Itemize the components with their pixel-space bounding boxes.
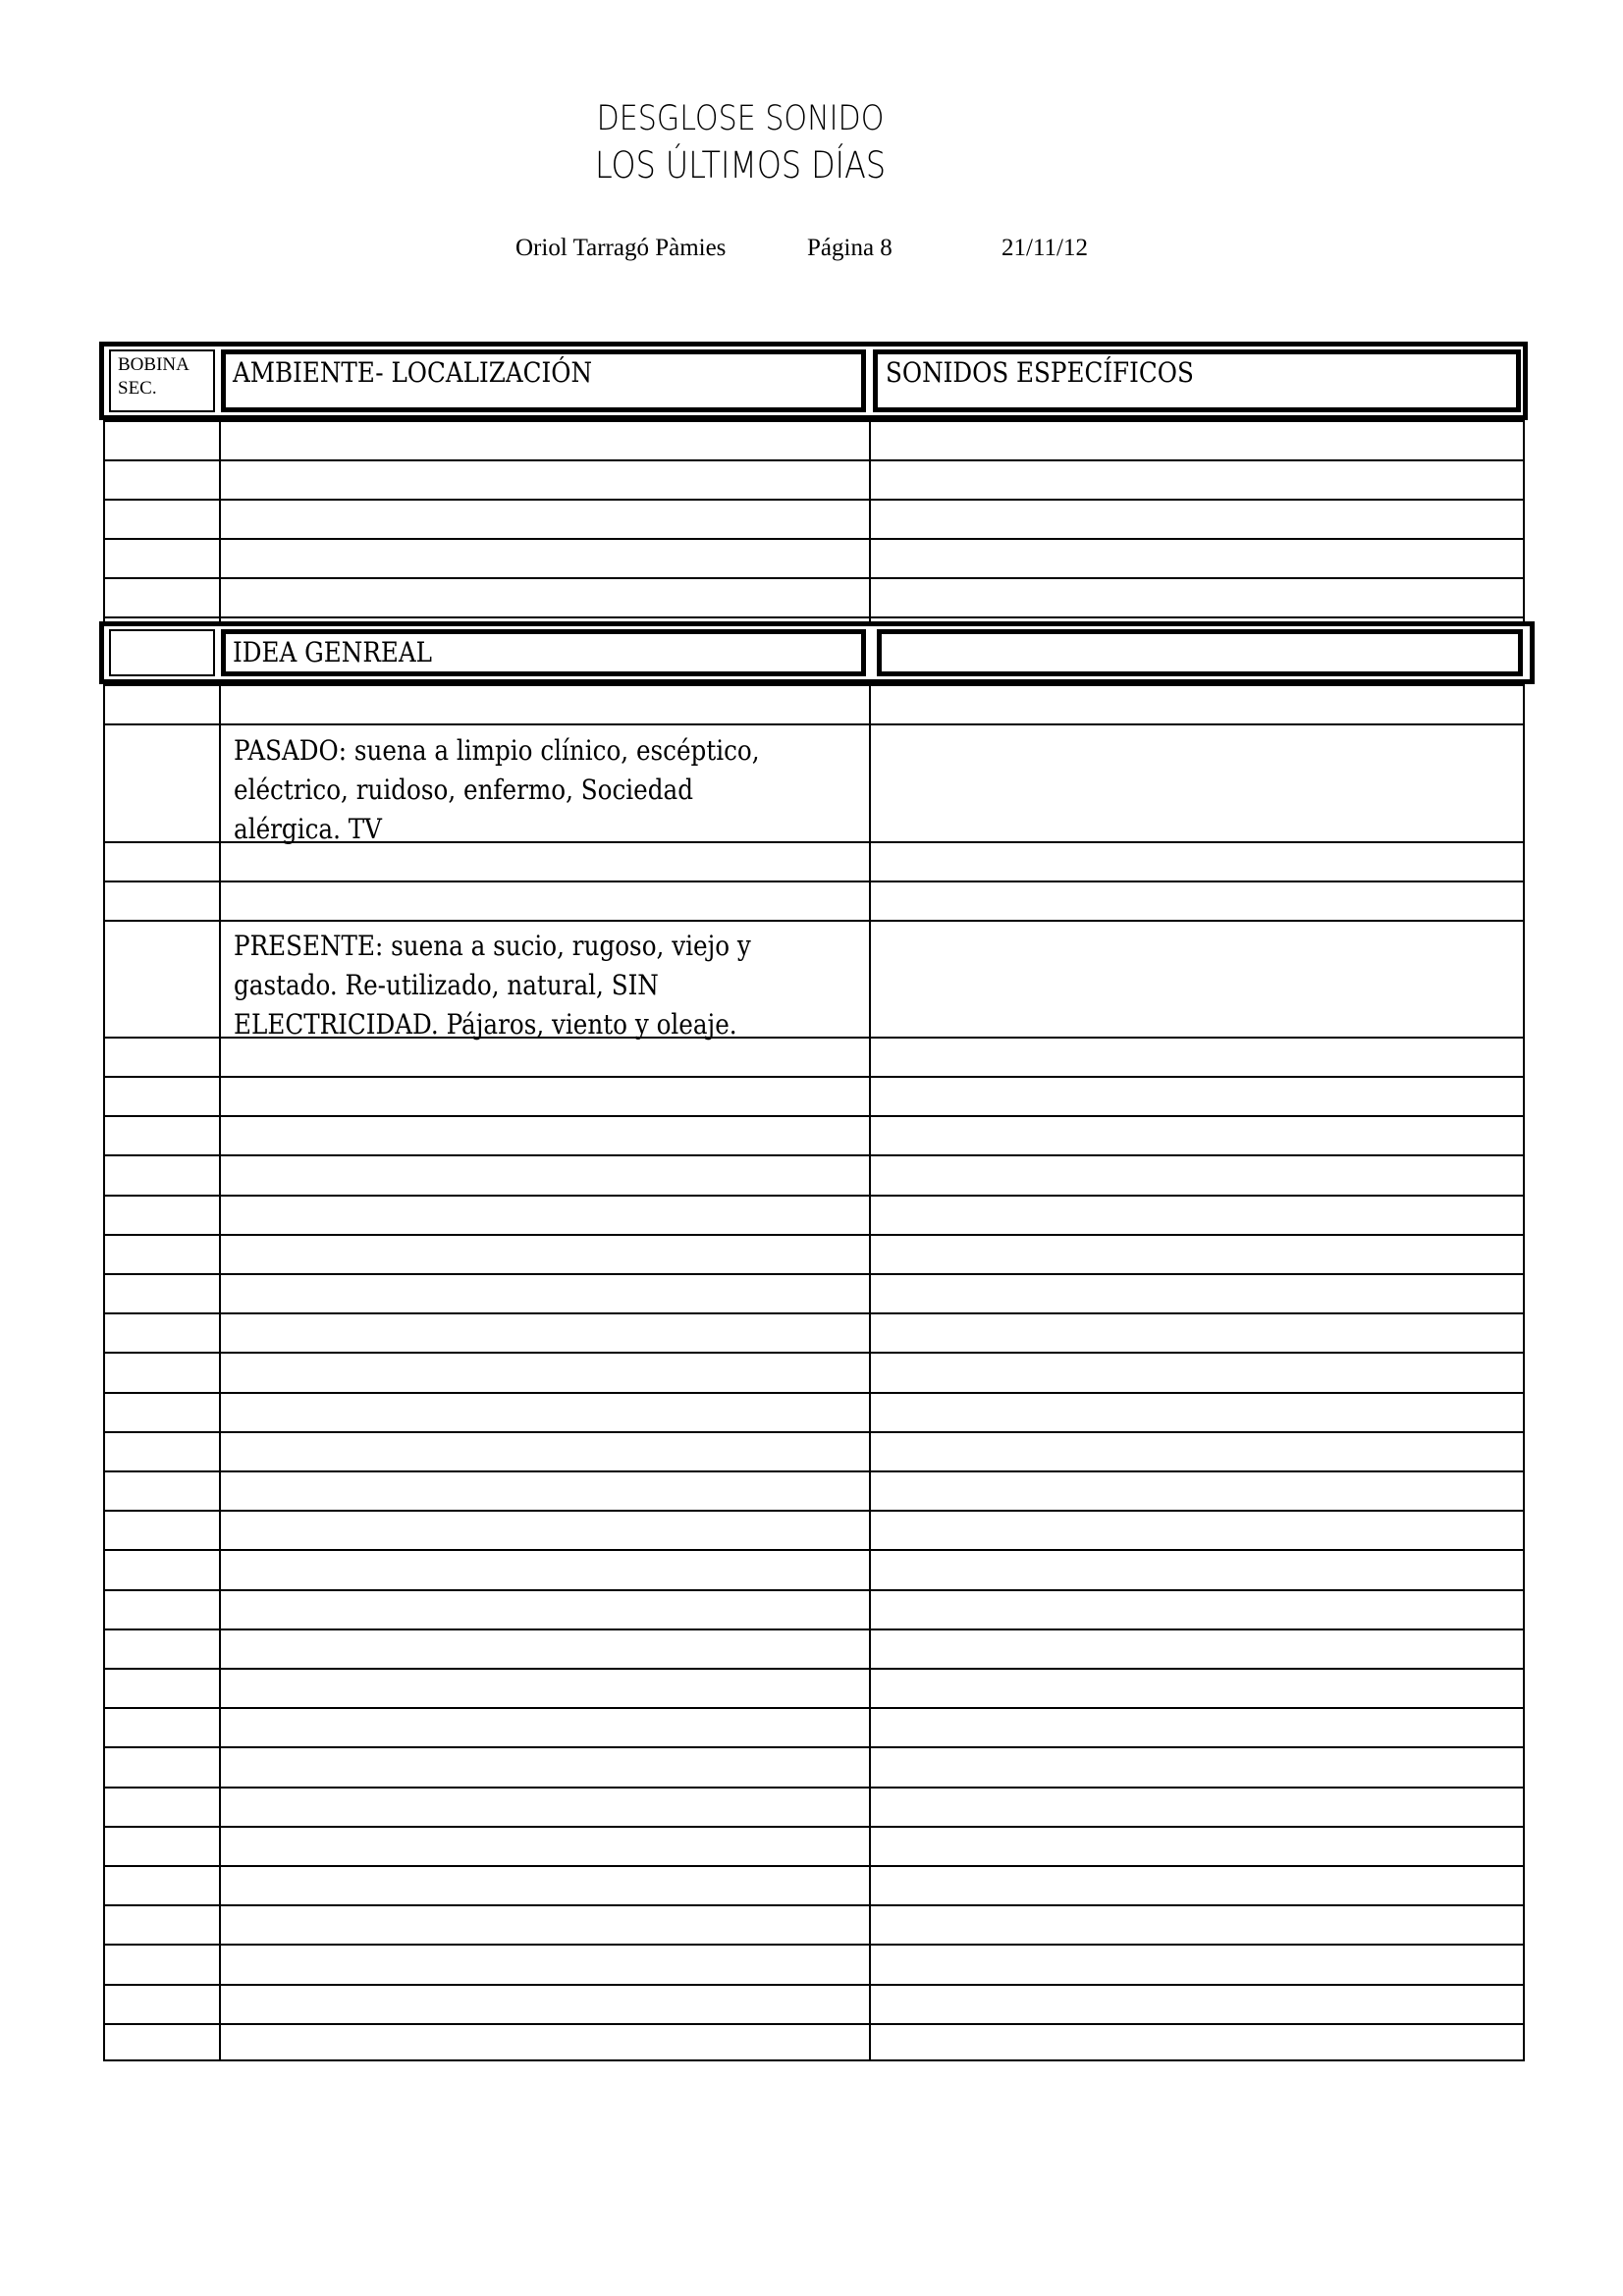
row-divider [103,723,1525,725]
row-divider [103,1115,1525,1117]
column-divider [869,684,871,2061]
row-divider [103,459,1525,461]
row-divider [103,1431,1525,1433]
column-divider [219,420,221,623]
presente-line: gastado. Re-utilizado, natural, SIN [234,969,659,1001]
header-bobina-line1: BOBINA [118,354,189,375]
row-divider [103,1707,1525,1709]
presente-line: PRESENTE: suena a sucio, rugoso, viejo y [234,930,751,962]
pasado-line: alérgica. TV [234,813,382,845]
row-divider [103,616,1525,618]
column-divider [103,684,105,2061]
presente-line: ELECTRICIDAD. Pájaros, viento y oleaje. [234,1008,737,1041]
section-label: IDEA GENREAL [233,636,433,668]
column-divider [103,420,105,623]
row-divider [103,1470,1525,1472]
row-divider [103,538,1525,540]
row-divider [103,1865,1525,1867]
row-divider [103,1392,1525,1394]
column-divider [1523,684,1525,2061]
row-divider [103,1154,1525,1156]
row-divider [103,1746,1525,1748]
row-divider [103,1629,1525,1630]
row-divider [103,1195,1525,1197]
column-divider [869,420,871,623]
header-bobina-line2: SEC. [118,378,157,399]
column-divider [1523,420,1525,623]
header-ambiente-label: AMBIENTE- LOCALIZACIÓN [233,356,593,389]
row-divider [103,1904,1525,1906]
section-cell-bobina [109,629,215,676]
row-divider [103,684,1525,686]
pasado-line: eléctrico, ruidoso, enfermo, Sociedad [234,774,693,806]
row-divider [103,1668,1525,1670]
row-divider [103,1510,1525,1512]
page-number: Página 8 [807,235,893,261]
row-divider [103,920,1525,922]
row-divider [103,2023,1525,2025]
row-divider [103,1234,1525,1236]
row-divider [103,1984,1525,1986]
row-divider [103,1273,1525,1275]
row-divider [103,420,1525,422]
row-divider [103,1787,1525,1789]
pasado-line: PASADO: suena a limpio clínico, escéptico, [234,734,760,767]
row-divider [103,499,1525,501]
author: Oriol Tarragó Pàmies [515,235,727,261]
row-divider [103,2059,1525,2061]
header-sonidos-label: SONIDOS ESPECÍFICOS [886,356,1194,389]
row-divider [103,881,1525,882]
row-divider [103,1589,1525,1591]
row-divider [103,1076,1525,1078]
document-title: DESGLOSE SONIDO [596,99,885,138]
document-subtitle: LOS ÚLTIMOS DÍAS [594,144,887,187]
row-divider [103,1549,1525,1551]
section-cell-sonidos [877,629,1523,676]
date: 21/11/12 [1001,235,1088,261]
column-divider [219,684,221,2061]
row-divider [103,1826,1525,1828]
row-divider [103,1352,1525,1354]
row-divider [103,1312,1525,1314]
row-divider [103,577,1525,579]
row-divider [103,1944,1525,1946]
